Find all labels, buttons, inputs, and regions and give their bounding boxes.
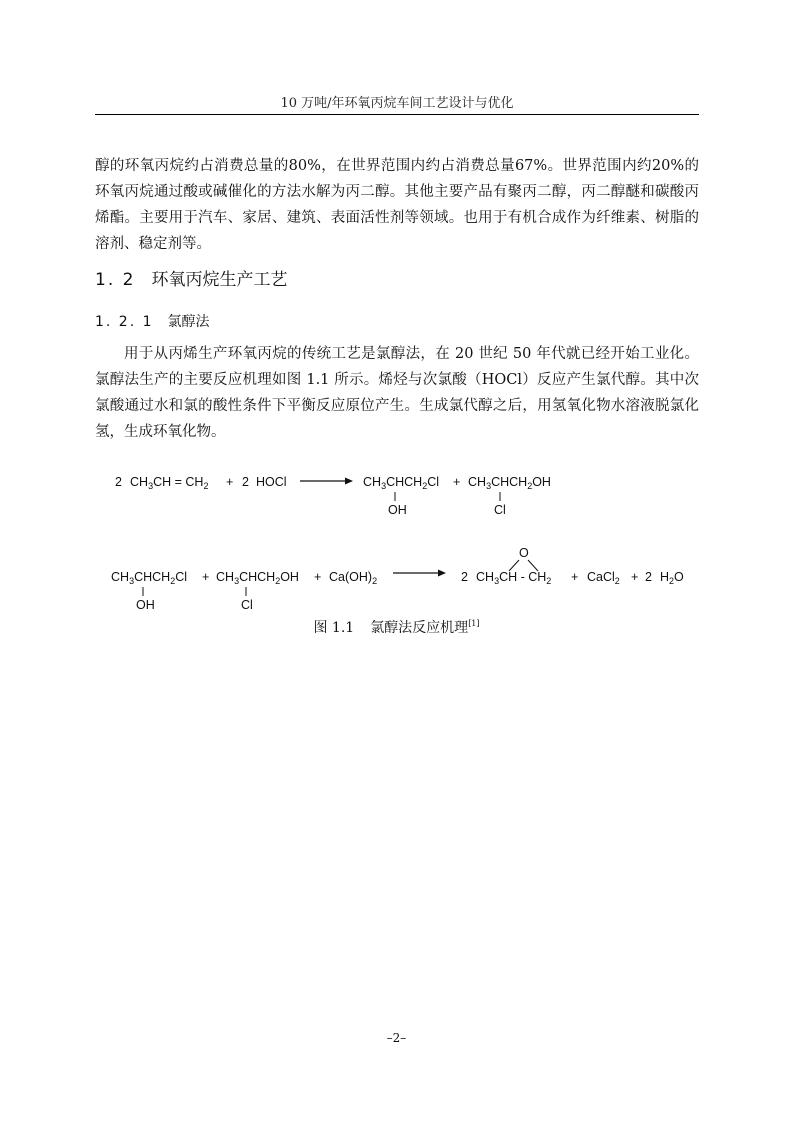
- plus-sign: +: [226, 475, 234, 489]
- reaction-scheme: [95, 460, 705, 620]
- figure-title: 氯醇法反应机理: [370, 620, 469, 636]
- reaction-2: [111, 546, 684, 612]
- reaction-arrow: [300, 478, 353, 485]
- figure-caption: [0, 614, 793, 638]
- plus-sign: +: [631, 570, 639, 584]
- citation-reference: [1]: [468, 619, 480, 628]
- header-rule: [95, 114, 699, 115]
- section-number: 1. 2: [95, 270, 136, 290]
- chlorohydrin-1-formula: $CH_3CHCH_2Cl$: [363, 475, 440, 491]
- hocl-formula: HOCl: [256, 475, 287, 489]
- propylene-oxide-formula: $CH_3CH - CH_2$: [476, 570, 552, 586]
- reaction-arrow: [393, 570, 446, 577]
- subsection-number: 1. 2. 1: [95, 314, 154, 330]
- running-header: 10 万吨/年环氧丙烷车间工艺设计与优化: [280, 96, 514, 111]
- chlorohydrin-1-formula: $CH_3CHCH_2Cl$: [111, 570, 188, 586]
- plus-sign: +: [453, 475, 461, 489]
- plus-sign: +: [202, 570, 210, 584]
- chloro-group: Cl: [241, 598, 253, 612]
- plus-sign: +: [571, 570, 579, 584]
- propylene-formula: $CH_3CH = CH_2$: [130, 475, 209, 491]
- plus-sign: +: [314, 570, 322, 584]
- reaction-1: [115, 475, 551, 517]
- water-formula: $H_2O$: [660, 570, 684, 586]
- calcium-hydroxide-formula: $Ca(OH)_2$: [329, 570, 378, 586]
- epoxide-coefficient: 2: [461, 570, 468, 584]
- subsection-heading-1-2-1: [95, 312, 210, 332]
- chloro-group: Cl: [494, 503, 506, 517]
- body-paragraph-2: 用于从丙烯生产环氧丙烷的传统工艺是氯醇法，在 20 世纪 50 年代就已经开始工业化。氯醇法生产的主要反应机理如图 1.1 所示。烯烃与次氯酸（HOCl）反应产生氯代醇。其中次氯酸通过水和氯的酸性条件下平衡反应原位产生。生成氯代醇之后，用氢氧化物水溶液脱氯化氢，生成环氧化物。: [95, 346, 699, 440]
- chlorohydrin-2-formula: $CH_3CHCH_2OH$: [468, 475, 551, 491]
- epoxide-oxygen: O: [519, 546, 529, 560]
- subsection-title: 氯醇法: [167, 314, 210, 330]
- hydroxyl-group: OH: [388, 503, 407, 517]
- hydroxyl-group: OH: [136, 598, 155, 612]
- hocl-coefficient: 2: [242, 475, 249, 489]
- section-title: 环氧丙烷生产工艺: [151, 270, 288, 290]
- propylene-coefficient: 2: [115, 475, 122, 489]
- chlorohydrin-2-formula: $CH_3CHCH_2OH$: [216, 570, 299, 586]
- figure-number: 图 1.1: [313, 620, 355, 636]
- water-coefficient: 2: [645, 570, 652, 584]
- page-number: –2–: [386, 1031, 407, 1045]
- body-paragraph-1: 醇的环氧丙烷约占消费总量的80%，在世界范围内约占消费总量67%。世界范围内约20%的环氧丙烷通过酸或碱催化的方法水解为丙二醇。其他主要产品有聚丙二醇，丙二醇醚和碳酸丙烯酯。主要用于汽车、家居、建筑、表面活性剂等领域。也用于有机合成作为纤维素、树脂的溶剂、稳定剂等。: [95, 158, 699, 252]
- calcium-chloride-formula: CaCl$_2$: [587, 570, 620, 586]
- section-heading-1-2: [95, 268, 287, 292]
